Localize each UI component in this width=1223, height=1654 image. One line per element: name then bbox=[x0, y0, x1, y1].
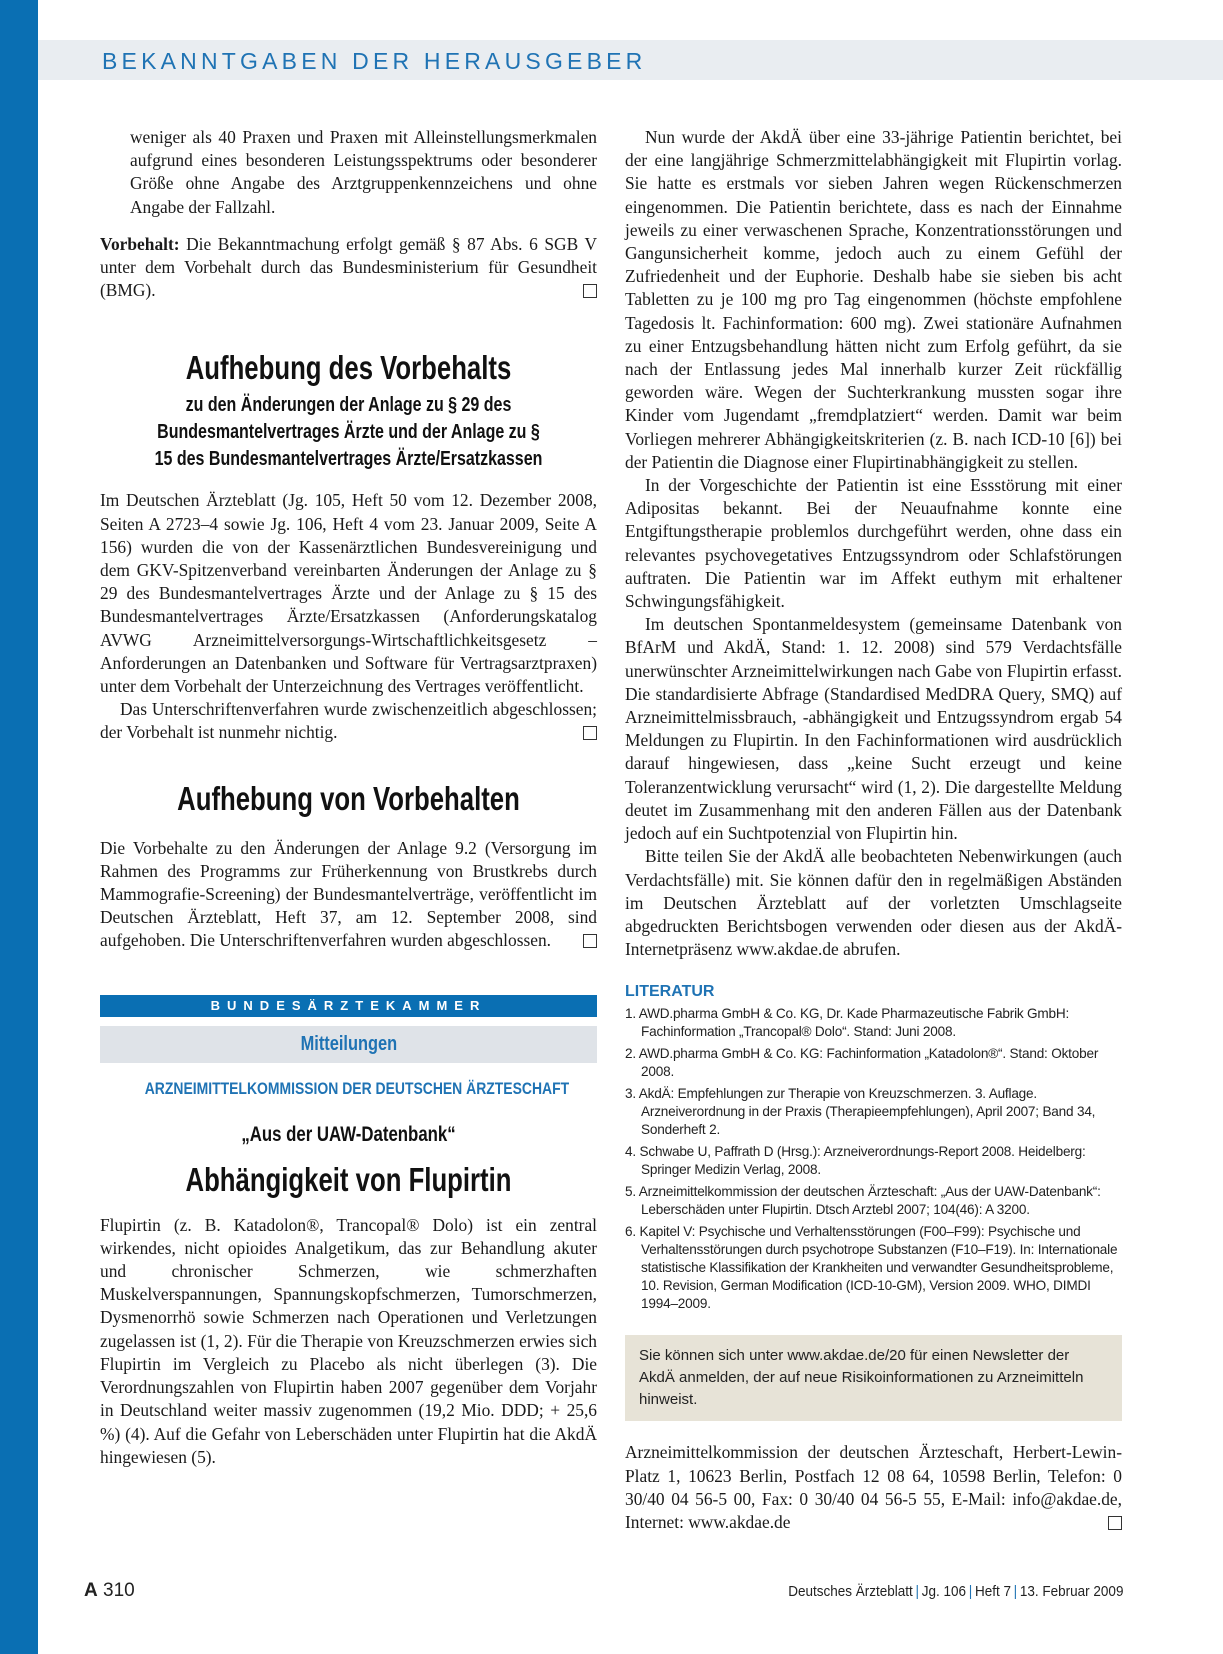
footer-date: 13. Februar 2009 bbox=[1019, 1583, 1123, 1600]
section-header: BEKANNTGABEN DER HERAUSGEBER bbox=[102, 48, 647, 74]
end-square-icon bbox=[1108, 1516, 1122, 1530]
footer-separator: | bbox=[1013, 1583, 1017, 1600]
left-color-bar bbox=[0, 0, 38, 1654]
left-column bbox=[100, 126, 597, 1469]
article1-paragraph2 bbox=[100, 698, 597, 744]
uaw-heading: „Aus der UAW-Datenbank“ bbox=[241, 1122, 456, 1146]
literature-item: 1. AWD.pharma GmbH & Co. KG, Dr. Kade Pharmazeutische Fabrik GmbH: Fachinformation „Trancopal® Dolo“. Stand: Juni 2008. bbox=[625, 1006, 1070, 1040]
article3-paragraph: Flupirtin (z. B. Katadolon®, Trancopal® Dolo) ist ein zentral wirkendes, nicht opioides Analgetikum, das zur Behandlung akuter und chronischer Schmerzen, wie schmerzhaften Muskelverspannungen, Spannungskopfschmerzen, Tumorschmerzen, Dysmenorrhö sowie Schmerzen nach Operationen und Verletzungen zugelassen ist (1, 2). Für die Therapie von Kreuzschmerzen erwies sich Flupirtin im Vergleich zu Placebo als nicht überlegen (3). Die Verordnungszahlen von Flupirtin haben 2007 gegenüber dem Vorjahr in Deutschland weiter massiv zugenommen (19,2 Mio. DDD; + 25,6 %) (4). Auf die Gefahr von Leberschäden unter Flupirtin hat die AkdÄ hingewiesen (5). bbox=[100, 1214, 597, 1467]
end-square-icon bbox=[583, 284, 597, 298]
right-column bbox=[625, 126, 1122, 1534]
footer-volume: Jg. 106 bbox=[921, 1583, 966, 1600]
article1-title: Aufhebung des Vorbehalts bbox=[185, 349, 512, 387]
organization-heading: ARZNEIMITTELKOMMISSION DER DEUTSCHEN ÄRZTESCHAFT bbox=[144, 1078, 570, 1098]
end-square-icon bbox=[583, 934, 597, 948]
literature-item: 5. Arzneimittelkommission der deutschen Ärzteschaft: „Aus der UAW-Datenbank“: Leberschäden unter Flupirtin. Dtsch Arztebl 2007; 104(46): A 3200. bbox=[625, 1184, 1101, 1218]
page-number bbox=[84, 1580, 135, 1602]
page-prefix: A bbox=[84, 1580, 98, 1601]
footer-citation bbox=[788, 1583, 1123, 1600]
contact-text: Arzneimittelkommission der deutschen Ärzteschaft, Herbert-Lewin-Platz 1, 10623 Berlin, Postfach 12 08 64, 10598 Berlin, Telefon: 0 30/40 04 56-5 00, Fax: 0 30/40 04 56-5 55, E-Mail: info@akdae.de, Internet: www.akdae.de bbox=[625, 1442, 1122, 1532]
literature-item: 4. Schwabe U, Paffrath D (Hrsg.): Arzneiverordnungs-Report 2008. Heidelberg: Springer Medizin Verlag, 2008. bbox=[625, 1144, 1086, 1178]
vorbehalt-label: Vorbehalt: bbox=[100, 233, 180, 254]
literature-list bbox=[625, 1005, 1122, 1313]
mitteilungen-label: Mitteilungen bbox=[300, 1032, 397, 1055]
intro-paragraph: weniger als 40 Praxen und Praxen mit Alleinstellungsmerkmalen aufgrund eines besonderen Leistungsspektrums oder besonderer Größe ohne Angabe des Arztgruppenkennzeichens und ohne Angabe der Fallzahl. bbox=[130, 127, 597, 217]
article1-subtitle: zu den Änderungen der Anlage zu § 29 des Bundesmantelvertrages Ärzte und der Anlage zu § 15 des Bundesmantelvertrages Ärzte/Ersatzkassen bbox=[154, 394, 543, 471]
literature-item: 2. AWD.pharma GmbH & Co. KG: Fachinformation „Katadolon®“. Stand: Oktober 2008. bbox=[625, 1046, 1099, 1080]
footer-journal: Deutsches Ärzteblatt bbox=[787, 1583, 913, 1600]
vorbehalt-paragraph bbox=[100, 233, 597, 303]
page-number-value: 310 bbox=[103, 1580, 135, 1601]
literature-item: 3. AkdÄ: Empfehlungen zur Therapie von Kreuzschmerzen. 3. Auflage. Arzneiverordnung in der Praxis (Therapieempfehlungen), April 2007; Band 34, Sonderheft 2. bbox=[625, 1086, 1096, 1138]
footer-separator: | bbox=[915, 1583, 919, 1600]
article2-title: Aufhebung von Vorbehalten bbox=[177, 779, 520, 817]
article1-paragraph1: Im Deutschen Ärzteblatt (Jg. 105, Heft 50 vom 12. Dezember 2008, Seiten A 2723–4 sowie Jg. 106, Heft 4 vom 23. Januar 2009, Seite A 156) wurden die von der Kassenärztlichen Bundesvereinigung und dem GKV-Spitzenverband vereinbarten Änderungen der Anlage zu § 29 des Bundesmantelvertrages Ärzte und der Anlage zu § 15 des Bundesmantelvertrages Ärzte/Ersatzkassen (Anforderungskatalog AVWG Arzneimittelversorgungs-Wirtschaftlichkeitsgesetz – Anforderungen an Datenbanken und Software für Vertragsarztpraxen) unter dem Vorbehalt der Unterzeichnung des Vertrages veröffentlicht. bbox=[100, 490, 597, 697]
right-paragraph4: Bitte teilen Sie der AkdÄ alle beobachteten Nebenwirkungen (auch Verdachtsfälle) mit. Sie können dafür den in regelmäßigen Abständen im Deutschen Ärzteblatt auf der vorletzten Umschlagseite abgedruckten Berichtsbogen verwenden oder diesen aus der AkdÄ-Internetpräsenz www.akdae.de abrufen. bbox=[625, 846, 1122, 960]
literature-title: LITERATUR bbox=[625, 983, 715, 1001]
literature-item: 6. Kapitel V: Psychische und Verhaltensstörungen (F00–F99): Psychische und Verhaltensstörungen durch psychotrope Substanzen (F10–F19). In: Internationale statistische Klassifikation der Krankheiten und verwandter Gesundheitsprobleme, 10. Revision, German Modification (ICD-10-GM), Version 2009. WHO, DIMDI 1994–2009. bbox=[625, 1224, 1118, 1312]
vorbehalt-text: Die Bekanntmachung erfolgt gemäß § 87 Abs. 6 SGB V unter dem Vorbehalt durch das Bundesministerium für Gesundheit (BMG). bbox=[100, 233, 597, 301]
bundesaerztekammer-bar: BUNDESÄRZTEKAMMER bbox=[100, 995, 597, 1017]
newsletter-box: Sie können sich unter www.akdae.de/20 für einen Newsletter der AkdÄ anmelden, der auf neue Risikoinformationen zu Arzneimitteln hinweist. bbox=[625, 1335, 1122, 1421]
end-square-icon bbox=[583, 726, 597, 740]
contact-paragraph bbox=[625, 1441, 1122, 1534]
article2-paragraph bbox=[100, 837, 597, 953]
mitteilungen-bar bbox=[100, 1026, 597, 1063]
footer-issue: Heft 7 bbox=[974, 1583, 1011, 1600]
article1-paragraph2-text: Das Unterschriftenverfahren wurde zwischenzeitlich abgeschlossen; der Vorbehalt ist nunmehr nichtig. bbox=[100, 699, 597, 743]
article2-paragraph-text: Die Vorbehalte zu den Änderungen der Anlage 9.2 (Versorgung im Rahmen des Programms zur Früherkennung von Brustkrebs durch Mammografie-Screening) der Bundesmantelverträge, veröffentlicht im Deutschen Ärzteblatt, Heft 37, am 12. September 2008, sind aufgehoben. Die Unterschriftenverfahren wurden abgeschlossen. bbox=[100, 837, 597, 951]
article3-title: Abhängigkeit von Flupirtin bbox=[185, 1160, 512, 1198]
right-paragraph2: In der Vorgeschichte der Patientin ist eine Essstörung mit einer Adipositas bekannt. Bei der Neuaufnahme konnte eine Entgiftungstherapie problemlos durchgeführt werden, ohne dass ein relevantes psychovegetatives Entzugssyndrom oder Schlafstörungen auftraten. Die Patientin war im Affekt euthym mit erhaltener Schwingungsfähigkeit. bbox=[625, 475, 1122, 612]
right-paragraph3: Im deutschen Spontanmeldesystem (gemeinsame Datenbank von BfArM und AkdÄ, Stand: 1. 12. 2008) sind 579 Verdachtsfälle unerwünschter Arzneimittelwirkungen nach Gabe von Flupirtin erfasst. Die standardisierte Abfrage (Standardised MedDRA Query, SMQ) auf Arzneimittelmissbrauch, -abhängigkeit und Entzugssyndrom ergab 54 Meldungen zu Flupirtin. In den Fachinformationen wird ausdrücklich darauf hingewiesen, dass „keine Sucht erzeugt und keine Toleranzentwicklung verursacht“ wird (1, 2). Die dargestellte Meldung deutet im Zusammenhang mit den anderen Fällen aus der Datenbank jedoch auf ein Suchtpotenzial von Flupirtin hin. bbox=[625, 614, 1122, 844]
right-paragraph1: Nun wurde der AkdÄ über eine 33-jährige Patientin berichtet, bei der eine langjährige Schmerzmittelabhängigkeit mit Flupirtin vorlag. Sie hatte es erstmals vor sieben Jahren wegen Rückenschmerzen eingenommen. Die Patientin berichtete, dass es nach der Einnahme jeweils zu einer verwaschenen Sprache, Konzentrationsstörungen und Gangunsicherheit komme, jedoch auch zu einem Gefühl der Zufriedenheit und der Euphorie. Deshalb habe sie sieben bis acht Tabletten zu je 100 mg pro Tag eingenommen (höchste empfohlene Tagedosis lt. Fachinformation: 600 mg). Zwei stationäre Aufnahmen zu einer Entzugsbehandlung hätten nicht zum Erfolg geführt, da sie nach der Entlassung jedes Mal innerhalb kurzer Zeit rückfällig geworden wäre. Wegen der Suchterkrankung mussten sogar ihre Kinder vom Jugendamt „fremdplatziert“ werden. Damit war beim Vorliegen mehrerer Abhängigkeitskriterien (z. B. nach ICD-10 [6]) bei der Patientin die Diagnose einer Flupirtinabhängigkeit zu stellen. bbox=[625, 127, 1122, 472]
footer-separator: | bbox=[968, 1583, 972, 1600]
